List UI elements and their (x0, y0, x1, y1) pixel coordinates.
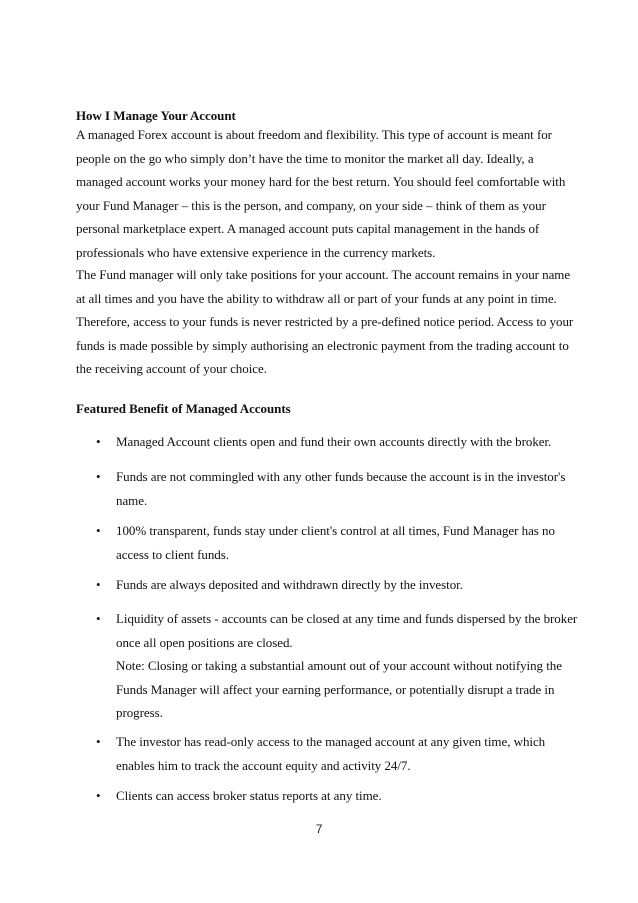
paragraph-managed-forex (76, 123, 576, 264)
list-item-line: Funds Manager will affect your earning performance, or potentially disrupt a trade in (116, 681, 555, 697)
paragraph-fund-manager-positions (76, 263, 576, 381)
bullet-icon: • (96, 434, 101, 449)
paragraph-line: Therefore, access to your funds is never restricted by a pre-defined notice period. Access to your (76, 314, 574, 329)
paragraph-line: at all times and you have the ability to withdraw all or part of your funds at any point in time. (76, 290, 557, 306)
page-number: 7 (315, 822, 323, 836)
section-heading-featured-benefits: Featured Benefit of Managed Accounts (76, 401, 291, 416)
section-heading-manage-account: How I Manage Your Account (76, 108, 236, 123)
paragraph-line: the receiving account of your choice. (76, 361, 267, 376)
bullet-icon: • (96, 611, 101, 626)
list-item-line: Funds are always deposited and withdrawn directly by the investor. (116, 577, 463, 592)
paragraph-line: managed account works your money hard for the best return. You should feel comfortable with (76, 174, 566, 189)
list-item-line: Managed Account clients open and fund their own accounts directly with the broker. (116, 434, 552, 449)
paragraph-line: The Fund manager will only take positions for your account. The account remains in your name (76, 267, 571, 282)
paragraph-line: professionals who have extensive experience in the currency markets. (76, 244, 436, 260)
list-item-line: name. (116, 492, 148, 508)
list-item-line: Funds are not commingled with any other funds because the account is in the investor's (116, 469, 566, 484)
bullet-icon: • (96, 577, 101, 592)
bullet-icon: • (96, 523, 101, 538)
list-item-line: access to client funds. (116, 546, 229, 562)
paragraph-line: personal marketplace expert. A managed account puts capital management in the hands of (76, 221, 540, 236)
bullet-icon: • (96, 734, 101, 749)
list-item-line: The investor has read-only access to the managed account at any given time, which (116, 734, 546, 749)
list-item-line: progress. (116, 705, 163, 720)
list-item-line: 100% transparent, funds stay under client's control at all times, Fund Manager has no (116, 523, 555, 538)
list-item-line: enables him to track the account equity and activity 24/7. (116, 757, 411, 773)
list-item-line: Clients can access broker status reports at any time. (116, 788, 382, 803)
paragraph-line: funds is made possible by simply authorising an electronic payment from the trading account to (76, 337, 569, 353)
paragraph-line: A managed Forex account is about freedom and flexibility. This type of account is meant for (76, 127, 552, 142)
list-item-line: Note: Closing or taking a substantial amount out of your account without notifying the (116, 658, 562, 673)
bullet-icon: • (96, 469, 101, 484)
paragraph-line: people on the go who simply don’t have the time to monitor the market all day. Ideally, a (76, 150, 534, 166)
list-item-line: Liquidity of assets - accounts can be closed at any time and funds dispersed by the broker (116, 611, 578, 626)
paragraph-line: your Fund Manager – this is the person, and company, on your side – think of them as your (76, 197, 546, 213)
list-item-line: once all open positions are closed. (116, 634, 293, 650)
bullet-icon: • (96, 788, 101, 803)
